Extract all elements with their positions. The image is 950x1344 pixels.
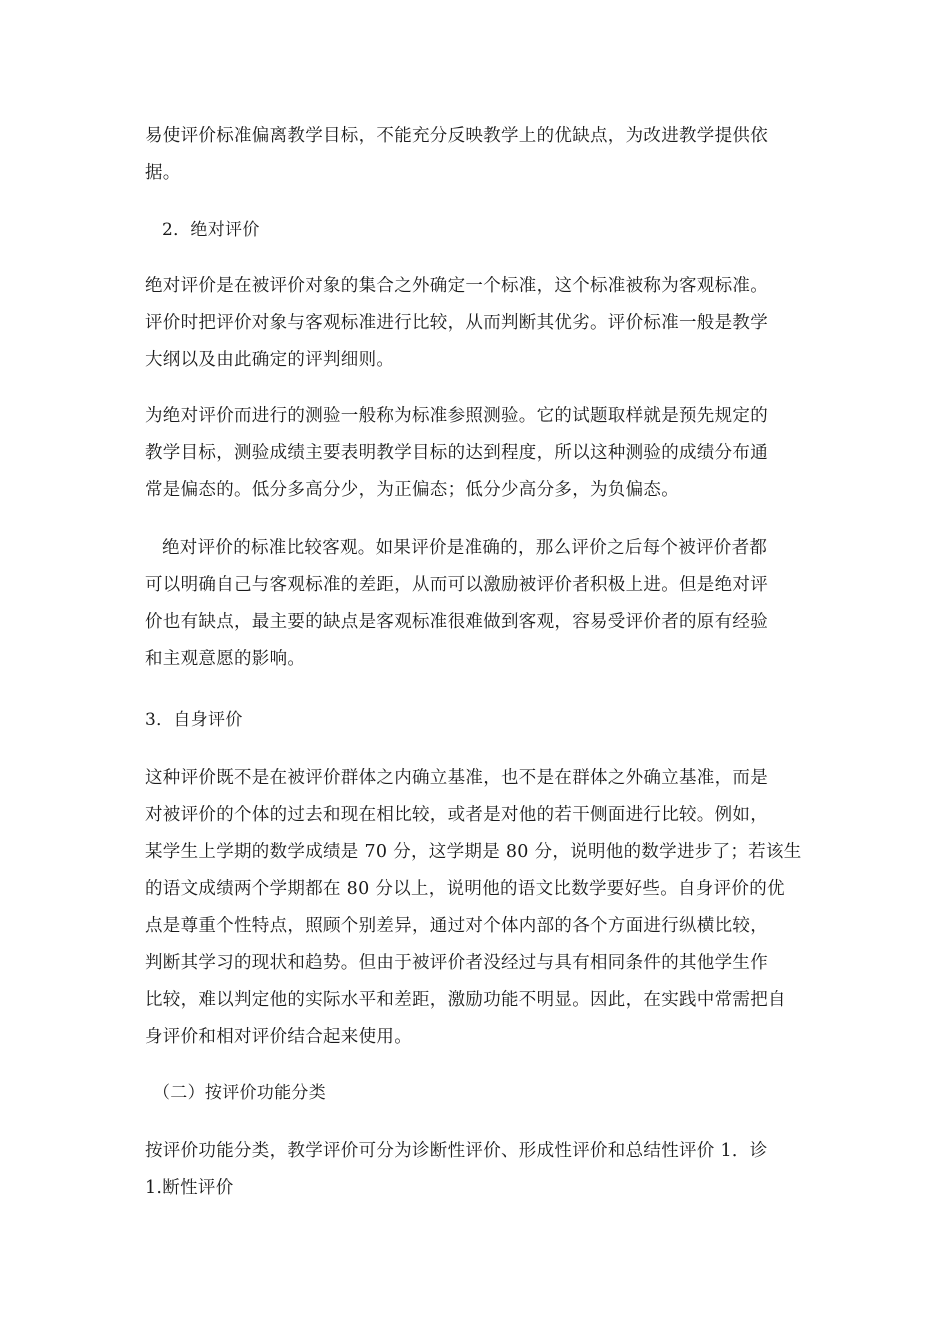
text-line: 易使评价标准偏离教学目标，不能充分反映教学上的优缺点，为改进教学提供依 bbox=[145, 126, 768, 146]
paragraph-absolute-pros-cons bbox=[145, 530, 827, 678]
text-line: 大纲以及由此确定的评判细则。 bbox=[145, 350, 395, 370]
text-line: 点是尊重个性特点，照顾个别差异，通过对个体内部的各个方面进行纵横比较， bbox=[145, 916, 768, 936]
text-line: 和主观意愿的影响。 bbox=[145, 649, 306, 669]
text-line: 评价时把评价对象与客观标准进行比较，从而判断其优劣。评价标准一般是教学 bbox=[145, 313, 768, 333]
heading-self-evaluation: 3．自身评价 bbox=[145, 710, 243, 730]
text-line: 常是偏态的。低分多高分少，为正偏态；低分少高分多，为负偏态。 bbox=[145, 480, 679, 500]
text-line: 对被评价的个体的过去和现在相比较，或者是对他的若干侧面进行比较。例如， bbox=[145, 805, 768, 825]
text-line: 1.断性评价 bbox=[145, 1178, 234, 1198]
text-line: 比较，难以判定他的实际水平和差距，激励功能不明显。因此，在实践中常需把自 bbox=[145, 990, 786, 1010]
text-line: 可以明确自己与客观标准的差距，从而可以激励被评价者积极上进。但是绝对评 bbox=[145, 575, 768, 595]
text-line: 据。 bbox=[145, 163, 181, 183]
text-line: 为绝对评价而进行的测验一般称为标准参照测验。它的试题取样就是预先规定的 bbox=[145, 406, 768, 426]
paragraph-relative-drawback bbox=[145, 118, 810, 192]
text-line: 教学目标，测验成绩主要表明教学目标的达到程度，所以这种测验的成绩分布通 bbox=[145, 443, 768, 463]
text-line: 绝对评价是在被评价对象的集合之外确定一个标准，这个标准被称为客观标准。 bbox=[145, 276, 768, 296]
text-line: 价也有缺点，最主要的缺点是客观标准很难做到客观，容易受评价者的原有经验 bbox=[145, 612, 768, 632]
text-line: 判断其学习的现状和趋势。但由于被评价者没经过与具有相同条件的其他学生作 bbox=[145, 953, 768, 973]
text-line: 的语文成绩两个学期都在 80 分以上，说明他的语文比数学要好些。自身评价的优 bbox=[145, 879, 785, 899]
text-line: 绝对评价的标准比较客观。如果评价是准确的，那么评价之后每个被评价者都 bbox=[162, 538, 768, 558]
heading-function-classification: （二）按评价功能分类 bbox=[153, 1083, 326, 1103]
paragraph-function-classification bbox=[145, 1133, 810, 1207]
paragraph-absolute-definition bbox=[145, 268, 810, 379]
text-line: 身评价和相对评价结合起来使用。 bbox=[145, 1027, 412, 1047]
text-line: 按评价功能分类，教学评价可分为诊断性评价、形成性评价和总结性评价 1．诊 bbox=[145, 1141, 768, 1161]
heading-absolute-evaluation: 2．绝对评价 bbox=[162, 220, 260, 240]
paragraph-self-evaluation bbox=[145, 760, 810, 1056]
paragraph-criterion-test bbox=[145, 398, 810, 509]
text-line: 某学生上学期的数学成绩是 70 分，这学期是 80 分，说明他的数学进步了；若该生 bbox=[145, 842, 802, 862]
text-line: 这种评价既不是在被评价群体之内确立基准，也不是在群体之外确立基准，而是 bbox=[145, 768, 768, 788]
